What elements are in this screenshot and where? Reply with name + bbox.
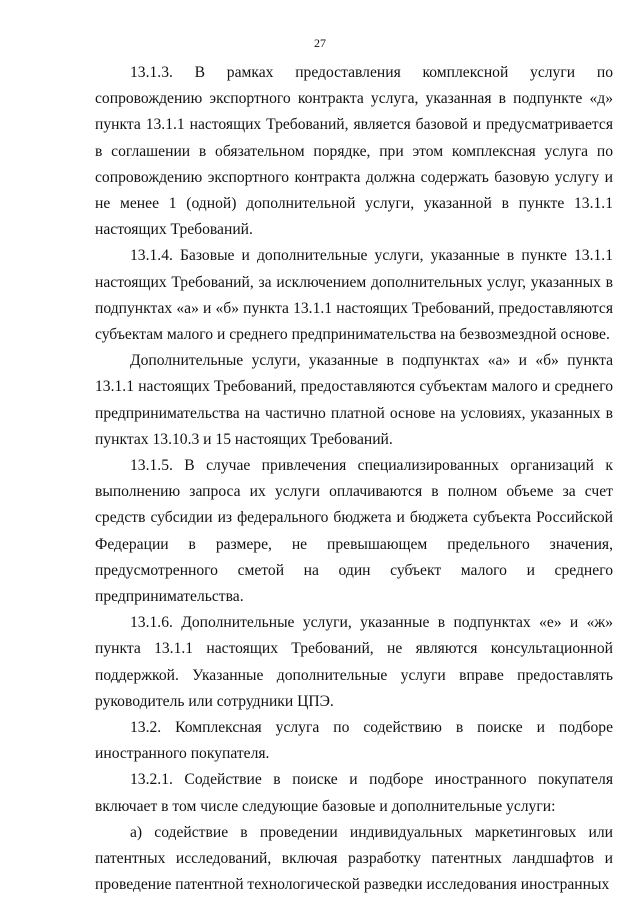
paragraph-additional-services: Дополнительные услуги, указанные в подпунктах «а» и «б» пункта 13.1.1 настоящих Требований, предоставляются субъектам малого и среднего предпринимательства на частично платной основе на условиях, указанных в пунктах 13.10.3 и 15 настоящих Требований. bbox=[95, 352, 613, 448]
page-number: 27 bbox=[314, 36, 326, 50]
paragraph-13-1-3: 13.1.3. В рамках предоставления комплексной услуги по сопровождению экспортного контракта услуга, указанная в подпункте «д» пункта 13.1.1 настоящих Требований, является базовой и предусматривается в соглашении в обязательном порядке, при этом комплексная услуга по сопровождению экспортного контракта должна содержать базовую услугу и не менее 1 (одной) дополнительной услуги, указанной в пункте 13.1.1 настоящих Требований. bbox=[95, 64, 613, 239]
document-body bbox=[95, 60, 613, 899]
paragraph-13-2-1: 13.2.1. Содействие в поиске и подборе иностранного покупателя включает в том числе следующие базовые и дополнительные услуги: bbox=[95, 771, 613, 815]
paragraph-13-2: 13.2. Комплексная услуга по содействию в поиске и подборе иностранного покупателя. bbox=[95, 719, 613, 763]
paragraph-13-1-4: 13.1.4. Базовые и дополнительные услуги, указанные в пункте 13.1.1 настоящих Требований, за исключением дополнительных услуг, указанных в подпунктах «а» и «б» пункта 13.1.1 настоящих Требований, предоставляются субъектам малого и среднего предпринимательства на безвозмездной основе. bbox=[95, 247, 613, 344]
paragraph-13-1-5: 13.1.5. В случае привлечения специализированных организаций к выполнению запроса их услуги оплачиваются в полном объеме за счет средств субсидии из федерального бюджета и бюджета субъекта Российской Федерации в размере, не превышающем предельного значения, предусмотренного сметой на один субъект малого и среднего предпринимательства. bbox=[95, 457, 613, 606]
paragraph-item-a: а) содействие в проведении индивидуальных маркетинговых или патентных исследований, включая разработку патентных ландшафтов и проведение патентной технологической разведки исследования иностранных bbox=[95, 823, 613, 894]
paragraph-13-1-6: 13.1.6. Дополнительные услуги, указанные в подпунктах «е» и «ж» пункта 13.1.1 настоящих Требований, не являются консультационной поддержкой. Указанные дополнительные услуги вправе предоставлять руководитель или сотрудники ЦПЭ. bbox=[95, 614, 613, 710]
